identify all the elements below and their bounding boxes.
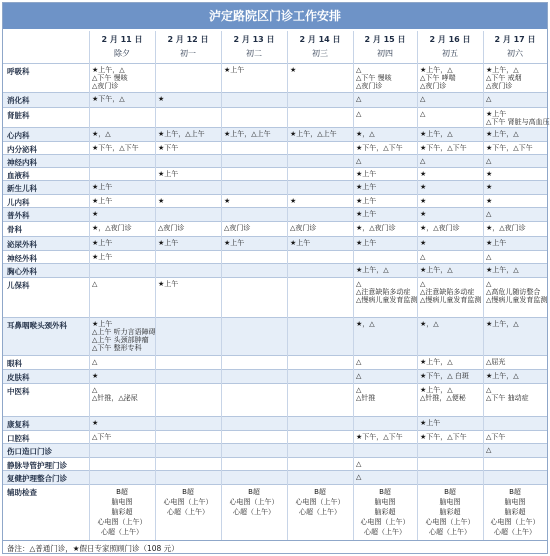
header-date: 2 月 17 日 <box>494 35 536 44</box>
table-row <box>3 92 547 107</box>
table-row <box>3 263 547 277</box>
schedule-cell: ★上午 <box>290 239 311 247</box>
schedule-cell: ★上午 △上午 听力言语障碍 △上午 头颈部肿瘤 △下午 整形专科 <box>92 320 156 352</box>
table-row <box>3 236 547 250</box>
header-date: 2 月 13 日 <box>233 35 275 44</box>
schedule-cell: ★ <box>290 66 297 74</box>
table-row <box>3 430 547 443</box>
table-row <box>3 443 547 457</box>
schedule-cell: △下午 <box>92 433 112 441</box>
schedule-cell: ★，△夜门诊 <box>486 224 526 232</box>
header-day: 初一 <box>180 49 196 58</box>
schedule-cell: △ <box>486 95 492 103</box>
schedule-cell: △ △下午 慢咳 △夜门诊 <box>356 66 392 90</box>
schedule-cell: ★，△ <box>420 320 439 328</box>
schedule-cell: ★上午 <box>92 197 113 205</box>
header-days-row <box>3 48 547 60</box>
schedule-cell: ★下午，△ <box>92 95 125 103</box>
schedule-cell: ★ <box>290 197 297 205</box>
schedule-cell: △ <box>92 358 98 366</box>
department-name: 皮肤科 <box>7 373 30 382</box>
schedule-cell: ★下午，△下午 <box>356 144 403 152</box>
schedule-cell: ★上午 <box>224 239 245 247</box>
header-day: 初二 <box>246 49 262 58</box>
schedule-cell: △ <box>356 372 362 380</box>
department-name: 口腔科 <box>7 434 30 443</box>
schedule-cell: ★上午 <box>92 183 113 191</box>
schedule-cell: △ △注意缺陷多动症 △慢病儿童发育监测 <box>420 280 482 304</box>
schedule-cell: B超 心电图（上午） 心超（上午） <box>163 488 213 516</box>
schedule-cell: ★下午，△下午 <box>420 433 467 441</box>
schedule-cell: △ <box>486 253 492 261</box>
schedule-cell: ★上午 <box>224 66 245 74</box>
table-row <box>3 63 547 92</box>
schedule-cell: ★下午，△下午 <box>486 144 533 152</box>
schedule-cell: ★，△夜门诊 <box>92 224 132 232</box>
schedule-cell: ★上午，△ △下午 慢咳 △夜门诊 <box>92 66 128 90</box>
table-row <box>3 167 547 180</box>
table-row <box>3 484 547 540</box>
schedule-cell: B超 脑电图 脑彩超 心电图（上午） 心超（上午） <box>425 488 475 536</box>
schedule-cell: B超 脑电图 脑彩超 心电图（上午） 心超（上午） <box>490 488 540 536</box>
schedule-cell: ★ <box>92 210 99 218</box>
schedule-cell: △ <box>356 95 362 103</box>
header-day: 除夕 <box>114 49 130 58</box>
header-day: 初四 <box>377 49 393 58</box>
schedule-cell: ★ <box>92 372 99 380</box>
schedule-cell: △ △针推，△泌尿 <box>92 386 138 402</box>
department-name: 内分泌科 <box>7 145 37 154</box>
schedule-cell: B超 脑电图 脑彩超 心电图（上午） 心超（上午） <box>360 488 410 536</box>
department-name: 静脉导管护理门诊 <box>7 461 67 470</box>
schedule-cell: △ <box>356 157 362 165</box>
schedule-cell: ★上午 <box>158 280 179 288</box>
schedule-cell: ★上午，△ <box>420 130 453 138</box>
department-name: 胸心外科 <box>7 267 37 276</box>
schedule-cell: ★下午，△下午 <box>356 433 403 441</box>
column-divider <box>155 31 156 540</box>
schedule-cell: ★下午，△下午 <box>92 144 139 152</box>
table-row <box>3 107 550 127</box>
schedule-cell: ★上午 <box>92 253 113 261</box>
header-day: 初三 <box>312 49 328 58</box>
schedule-cell: △ <box>92 280 98 288</box>
header-date: 2 月 11 日 <box>101 35 143 44</box>
schedule-cell: ★上午，△ <box>486 266 519 274</box>
department-name: 儿保科 <box>7 281 30 290</box>
table-row <box>3 317 547 355</box>
schedule-cell: △夜门诊 <box>290 224 317 232</box>
schedule-cell: ★上午 <box>158 170 179 178</box>
schedule-cell: △ <box>356 473 362 481</box>
schedule-cell: ★，△ <box>92 130 111 138</box>
schedule-cell: ★ <box>158 95 165 103</box>
department-name: 普外科 <box>7 211 30 220</box>
table-row <box>3 250 547 263</box>
department-name: 中医科 <box>7 387 30 396</box>
schedule-cell: △ <box>356 110 362 118</box>
schedule-cell: △ <box>420 157 426 165</box>
department-name: 神经外科 <box>7 254 37 263</box>
schedule-cell: ★上午 <box>420 419 441 427</box>
schedule-cell: ★上午 <box>486 239 507 247</box>
schedule-cell: △ <box>486 157 492 165</box>
schedule-cell: △ △注意缺陷多动症 △慢病儿童发育监测 <box>356 280 418 304</box>
department-name: 辅助检查 <box>7 488 37 497</box>
schedule-cell: ★上午 <box>356 183 377 191</box>
schedule-cell: △夜门诊 <box>224 224 251 232</box>
department-name: 心内科 <box>7 131 30 140</box>
schedule-cell: ★上午，△上午 <box>158 130 205 138</box>
schedule-cell: △ <box>420 253 426 261</box>
schedule-cell: ★ <box>158 197 165 205</box>
header-date: 2 月 14 日 <box>299 35 341 44</box>
header-date: 2 月 16 日 <box>429 35 471 44</box>
schedule-cell: ★上午，△ <box>420 358 453 366</box>
schedule-cell: ★ <box>486 197 493 205</box>
column-divider <box>417 31 418 540</box>
table-row <box>3 355 547 369</box>
schedule-cell: ★下午，△ 白斑 <box>420 372 469 380</box>
schedule-cell: ★ <box>420 239 427 247</box>
header-day: 初六 <box>507 49 523 58</box>
schedule-cell: ★下午 <box>158 144 179 152</box>
schedule-cell: △夜门诊 <box>158 224 185 232</box>
schedule-cell: △ △针推 <box>356 386 376 402</box>
schedule-cell: ★上午 <box>92 239 113 247</box>
schedule-cell: ★，△夜门诊 <box>420 224 460 232</box>
department-name: 新生儿科 <box>7 184 37 193</box>
table-row <box>3 207 547 221</box>
schedule-cell: ★，△夜门诊 <box>356 224 396 232</box>
department-name: 复健护理整合门诊 <box>7 474 67 483</box>
table-row <box>3 194 547 207</box>
schedule-cell: ★ <box>420 210 427 218</box>
schedule-table <box>2 2 548 554</box>
column-divider <box>89 31 90 540</box>
schedule-cell: ★ <box>224 197 231 205</box>
schedule-cell: ★ <box>486 183 493 191</box>
table-row <box>3 277 547 317</box>
schedule-cell: △ <box>486 446 492 454</box>
department-name: 泌尿外科 <box>7 240 37 249</box>
schedule-cell: △屈光 <box>486 358 506 366</box>
schedule-cell: ★上午 <box>356 239 377 247</box>
header-dates-row <box>3 34 547 46</box>
department-name: 眼科 <box>7 359 22 368</box>
schedule-cell: ★ <box>486 170 493 178</box>
schedule-cell: ★上午，△上午 <box>224 130 271 138</box>
schedule-cell: ★，△ <box>356 320 375 328</box>
schedule-cell: ★上午 <box>158 239 179 247</box>
department-name: 消化科 <box>7 96 30 105</box>
schedule-cell: ★上午，△ △针推，△便秘 <box>420 386 466 402</box>
schedule-cell: △ <box>486 210 492 218</box>
schedule-cell: ★下午，△下午 <box>420 144 467 152</box>
department-name: 神经内科 <box>7 158 37 167</box>
schedule-cell: ★上午，△ <box>486 372 519 380</box>
department-name: 耳鼻咽喉头颈外科 <box>7 321 67 330</box>
department-name: 伤口造口门诊 <box>7 447 52 456</box>
column-divider <box>353 31 354 540</box>
schedule-cell: B超 心电图（上午） 心超（上午） <box>229 488 279 516</box>
schedule-cell: ★ <box>92 419 99 427</box>
schedule-cell: △ <box>420 110 426 118</box>
schedule-cell: ★上午 <box>356 210 377 218</box>
schedule-cell: ★上午，△ <box>486 320 519 328</box>
table-row <box>3 416 547 430</box>
schedule-cell: ★上午，△ <box>356 266 389 274</box>
schedule-cell: ★上午，△ <box>486 130 519 138</box>
schedule-cell: B超 脑电图 脑彩超 心电图（上午） 心超（上午） <box>97 488 147 536</box>
schedule-cell: ★ <box>420 170 427 178</box>
schedule-cell: B超 心电图（上午） 心超（上午） <box>295 488 345 516</box>
header-day: 初五 <box>442 49 458 58</box>
schedule-cell: ★上午 △下午 肾脏与高血压 <box>486 110 550 126</box>
table-row <box>3 221 547 236</box>
header-date: 2 月 15 日 <box>364 35 406 44</box>
schedule-cell: ★上午，△ <box>420 266 453 274</box>
table-row <box>3 369 547 383</box>
schedule-cell: ★上午，△上午 <box>290 130 337 138</box>
schedule-cell: ★上午，△ △下午 戒烟 △夜门诊 <box>486 66 522 90</box>
schedule-cell: △ △高危儿随访整合 △慢病儿童发育监测 <box>486 280 548 304</box>
page-title: 泸定路院区门诊工作安排 <box>3 3 547 29</box>
schedule-cell: △ <box>420 95 426 103</box>
department-name: 儿内科 <box>7 198 30 207</box>
footer-note: 备注：△普通门诊，★假日专家照顾门诊（108 元） <box>3 540 547 555</box>
schedule-cell: ★上午 <box>356 170 377 178</box>
schedule-cell: △ △下午 抽动症 <box>486 386 529 402</box>
table-row <box>3 141 547 154</box>
schedule-cell: ★，△ <box>356 130 375 138</box>
table-row <box>3 457 547 470</box>
column-divider <box>221 31 222 540</box>
department-name: 肾脏科 <box>7 111 30 120</box>
table-row <box>3 127 547 141</box>
department-name: 血液科 <box>7 171 30 180</box>
table-row <box>3 180 547 194</box>
table-row <box>3 154 547 167</box>
schedule-cell: ★ <box>420 197 427 205</box>
schedule-cell: △ <box>356 358 362 366</box>
schedule-cell: ★上午，△ △下午 哮喘 △夜门诊 <box>420 66 456 90</box>
table-row <box>3 470 547 484</box>
schedule-cell: △下午 <box>486 433 506 441</box>
department-name: 呼吸科 <box>7 67 30 76</box>
table-row <box>3 383 547 416</box>
header-date: 2 月 12 日 <box>167 35 209 44</box>
department-name: 骨科 <box>7 225 22 234</box>
schedule-cell: △ <box>356 460 362 468</box>
schedule-cell: ★上午 <box>356 197 377 205</box>
department-name: 康复科 <box>7 420 30 429</box>
schedule-cell: ★ <box>420 183 427 191</box>
column-divider <box>483 31 484 540</box>
column-divider <box>287 31 288 540</box>
